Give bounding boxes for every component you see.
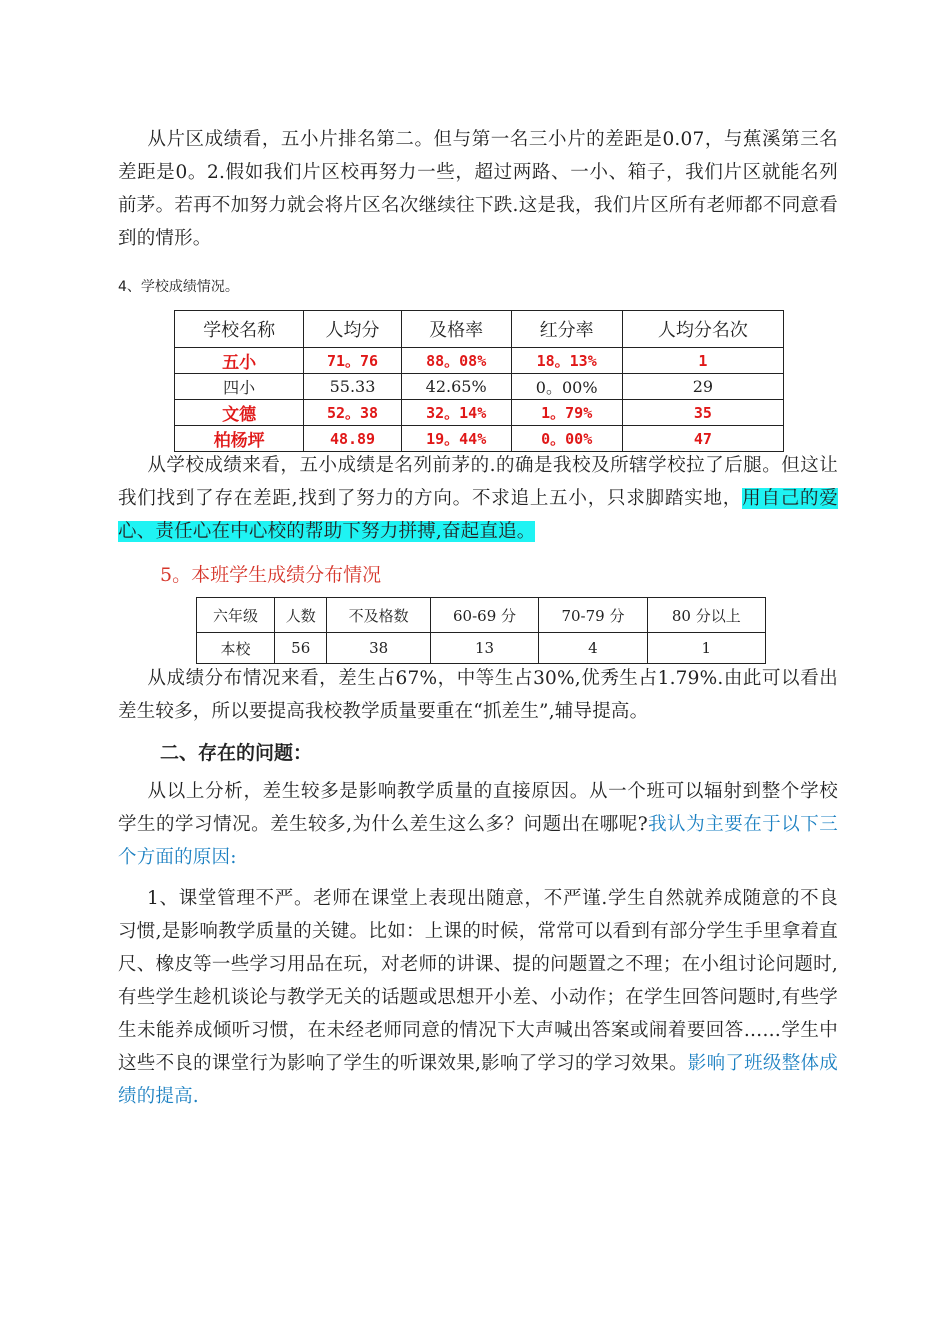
paragraph-text: 从学校成绩来看，五小成绩是名列前茅的.的确是我校及所辖学校拉了后腿。但这让我们找到了存在差距,找到了努力的方向。不求追上五小，只求脚踏实地， <box>118 455 838 509</box>
table-row <box>175 374 784 400</box>
table-cell: 52。38 <box>304 400 401 426</box>
table-cell: 56 <box>274 633 327 664</box>
table-cell: 0。00% <box>511 374 622 400</box>
table-header-cell: 六年级 <box>197 598 275 633</box>
paragraph-text: 从以上分析，差生较多是影响教学质量的直接原因。从一个班可以辐射到整个学校学生的学习情况。差生较多,为什么差生这么多？问题出在哪呢? <box>118 781 838 835</box>
table-cell: 1。79% <box>511 400 622 426</box>
table-header-cell: 80 分以上 <box>647 598 765 633</box>
paragraph-school-analysis <box>118 449 838 548</box>
school-results-table <box>174 310 784 452</box>
blue-text: 影响了班级整体成绩的提高. <box>118 1053 838 1107</box>
table-cell: 88。08% <box>401 348 511 374</box>
table-cell: 0。00% <box>511 426 622 452</box>
table-row <box>175 400 784 426</box>
table-cell: 29 <box>622 374 783 400</box>
table-header-cell: 人均分名次 <box>622 311 783 348</box>
table-cell: 18。13% <box>511 348 622 374</box>
table-cell: 柏杨坪 <box>175 426 304 452</box>
table-header-cell: 人均分 <box>304 311 401 348</box>
table-cell: 35 <box>622 400 783 426</box>
heading-school-results: 4、学校成绩情况。 <box>118 279 239 295</box>
table-cell: 47 <box>622 426 783 452</box>
table-row <box>197 633 766 664</box>
table-cell: 71。76 <box>304 348 401 374</box>
table-row <box>175 348 784 374</box>
table-header-row <box>197 598 766 633</box>
table-header-cell: 及格率 <box>401 311 511 348</box>
table-header-cell: 红分率 <box>511 311 622 348</box>
table-cell: 13 <box>430 633 538 664</box>
paragraph-text: 1、课堂管理不严。老师在课堂上表现出随意，不严谨.学生自然就养成随意的不良习惯,是影响教学质量的关键。比如：上课的时候，常常可以看到有部分学生手里拿着直尺、橡皮等一些学习用品在玩，对老师的讲课、提的问题置之不理；在小组讨论问题时,有些学生趁机谈论与教学无关的话题或思想开小差、小动作；在学生回答问题时,有些学生未能养成倾听习惯，在未经老师同意的情况下大声喊出答案或闹着要回答……学生中这些不良的课堂行为影响了学生的听课效果,影响了学习的学习效果。 <box>118 888 838 1074</box>
table-cell: 55.33 <box>304 374 401 400</box>
paragraph-text: 从成绩分布情况来看，差生占67%，中等生占30%,优秀生占1.79%.由此可以看出差生较多，所以要提高我校教学质量要重在“抓差生”,辅导提高。 <box>118 668 838 722</box>
table-cell: 32。14% <box>401 400 511 426</box>
table-cell: 四小 <box>175 374 304 400</box>
table-header-cell: 不及格数 <box>327 598 430 633</box>
section-heading-problems: 二、存在的问题： <box>160 742 313 764</box>
blue-text: 我认为主要在于以下三个方面的原因: <box>118 814 838 868</box>
table-cell: 48.89 <box>304 426 401 452</box>
table-row <box>175 426 784 452</box>
paragraph-problem-intro <box>118 775 838 874</box>
paragraph-distribution-analysis <box>118 662 838 728</box>
table-cell: 38 <box>327 633 430 664</box>
table-cell: 五小 <box>175 348 304 374</box>
table-cell: 本校 <box>197 633 275 664</box>
table-cell: 19。44% <box>401 426 511 452</box>
table-cell: 1 <box>622 348 783 374</box>
score-distribution-table <box>196 597 766 664</box>
table-header-cell: 60-69 分 <box>430 598 538 633</box>
table-cell: 42.65% <box>401 374 511 400</box>
paragraph-text: 从片区成绩看，五小片排名第二。但与第一名三小片的差距是0.07，与蕉溪第三名差距是0。2.假如我们片区校再努力一些，超过两路、一小、箱子，我们片区就能名列前茅。若再不加努力就会将片区名次继续往下跌.这是我，我们片区所有老师都不同意看到的情形。 <box>118 129 838 249</box>
table-header-cell: 人数 <box>274 598 327 633</box>
table-header-row <box>175 311 784 348</box>
table-header-cell: 70-79 分 <box>539 598 647 633</box>
highlighted-text: 用自己的爱心、责任心在中心校的帮助下努力拼搏,奋起直追。 <box>118 488 838 542</box>
paragraph-district-ranking <box>118 123 838 255</box>
table-cell: 4 <box>539 633 647 664</box>
table-header-cell: 学校名称 <box>175 311 304 348</box>
paragraph-classroom-management <box>118 882 838 1113</box>
heading-class-distribution: 5。本班学生成绩分布情况 <box>160 564 382 586</box>
table-cell: 1 <box>647 633 765 664</box>
table-cell: 文德 <box>175 400 304 426</box>
